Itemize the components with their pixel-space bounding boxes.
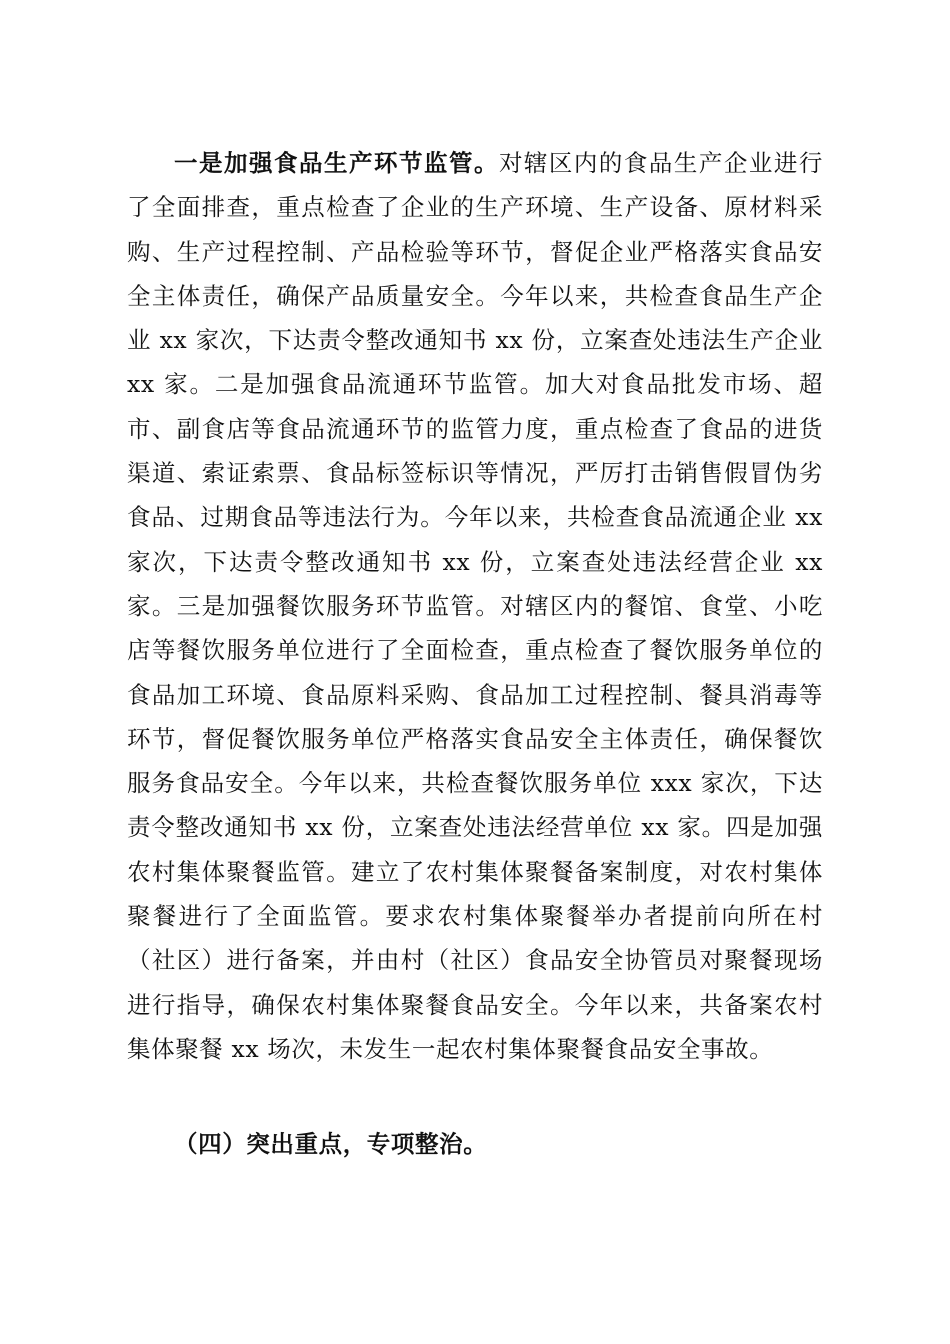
paragraph-lead: 一是加强食品生产环节监管。 (174, 149, 499, 177)
body-text (127, 141, 823, 1071)
paragraph-body: 对辖区内的食品生产企业进行了全面排查，重点检查了企业的生产环境、生产设备、原材料采购、生产过程控制、产品检验等环节，督促企业严格落实食品安全主体责任，确保产品质量安全。今年以来，共检查食品生产企业 xx 家次，下达责令整改通知书 xx 份，立案查处违法生产企业 xx 家。二是加强食品流通环节监管。加大对食品批发市场、超市、副食店等食品流通环节的监管力度，重点检查了食品的进货渠道、索证索票、食品标签标识等情况，严厉打击销售假冒伪劣食品、过期食品等违法行为。今年以来，共检查食品流通企业 xx 家次，下达责令整改通知书 xx 份，立案查处违法经营企业 xx 家。三是加强餐饮服务环节监管。对辖区内的餐馆、食堂、小吃店等餐饮服务单位进行了全面检查，重点检查了餐饮服务单位的食品加工环境、食品原料采购、食品加工过程控制、餐具消毒等环节，督促餐饮服务单位严格落实食品安全主体责任，确保餐饮服务食品安全。今年以来，共检查餐饮服务单位 xxx 家次，下达责令整改通知书 xx 份，立案查处违法经营单位 xx 家。四是加强农村集体聚餐监管。建立了农村集体聚餐备案制度，对农村集体聚餐进行了全面监管。要求农村集体聚餐举办者提前向所在村（社区）进行备案，并由村（社区）食品安全协管员对聚餐现场进行指导，确保农村集体聚餐食品安全。今年以来，共备案农村集体聚餐 xx 场次，未发生一起农村集体聚餐食品安全事故。 (127, 149, 823, 1063)
section-heading: （四）突出重点，专项整治。 (174, 1130, 488, 1158)
paragraph (127, 141, 823, 1071)
